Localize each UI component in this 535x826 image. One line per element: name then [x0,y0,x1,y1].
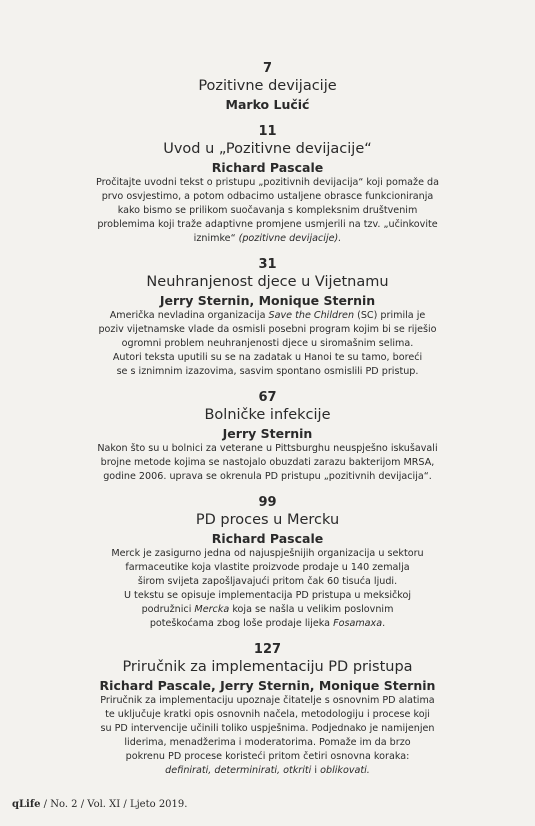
description-line: podružnici Mercka koja se našla u velikim poslovnim [141,604,394,615]
footer-brand: qLife [12,799,41,810]
description-line: liderima, menadžerima i moderatorima. Pomaže im da brzo [124,737,411,748]
toc-entry [60,256,475,379]
page-footer [12,799,187,810]
description-line: ogromni problem neuhranjenosti djece u siromašnim selima. [121,338,414,349]
entry-title: Pozitivne devijacije [198,78,337,94]
description-line: širom svijeta zapošljavajući pritom čak 60 tisuća ljudi. [137,576,398,587]
entry-author: Richard Pascale [211,160,324,175]
entry-author: Marko Lučić [225,97,310,112]
description-line: prvo osvjestimo, a potom odbacimo ustaljene obrasce funkcioniranja [101,191,434,202]
description-line: Autori teksta uputili su se na zadatak u Hanoi te su tamo, boreći [112,352,423,363]
description-line: Pročitajte uvodni tekst o pristupu „pozitivnih devijacija“ koji pomaže da [96,177,439,188]
entry-author: Jerry Sternin, Monique Sternin [159,293,376,308]
table-of-contents [60,60,475,788]
entry-author: Jerry Sternin [222,426,313,441]
entry-page-number: 127 [253,642,282,657]
entry-page-number: 11 [258,124,277,139]
description-line: Priručnik za implementaciju upoznaje čitatelje s osnovnim PD alatima [100,695,435,706]
description-line: definirati, determinirati, otkriti i oblikovati. [165,765,370,776]
entry-title: Neuhranjenost djece u Vijetnamu [146,274,389,290]
entry-title: PD proces u Mercku [195,512,340,528]
toc-entry [60,123,475,246]
description-line: problemima koji traže adaptivne promjene usmjerili na tzv. „učinkovite [97,219,438,230]
description-line: te uključuje kratki opis osnovnih načela, metodologiju i procese koji [105,709,430,720]
entry-page-number: 99 [258,495,277,510]
entry-description [60,442,475,484]
description-line: se s iznimnim izazovima, sasvim spontano osmislili PD pristup. [116,366,419,377]
footer-issue: / No. 2 / Vol. XI / Ljeto 2019. [40,799,188,810]
description-line: pokrenu PD procese koristeći pritom četiri osnovna koraka: [125,751,410,762]
description-line: Merck je zasigurno jedna od najuspješnijih organizacija u sektoru [111,548,424,559]
description-line: poteškoćama zbog loše prodaje lijeka Fosamaxa. [149,618,386,629]
toc-entry [60,641,475,778]
description-line: kako bismo se prilikom suočavanja s kompleksnim društvenim [117,205,418,216]
description-line: su PD intervencije učinili toliko uspješnima. Podjednako je namijenjen [100,723,435,734]
description-line: U tekstu se opisuje implementacija PD pristupa u meksičkoj [123,590,412,601]
description-line: Američka nevladina organizacija Save the Children (SC) primila je [109,310,426,321]
entry-author: Richard Pascale, Jerry Sternin, Monique Sternin [99,678,436,693]
entry-page-number: 67 [258,390,277,405]
description-line: brojne metode kojima se nastojalo obuzdati zarazu bakterijom MRSA, [100,457,435,468]
entry-page-number: 7 [262,61,273,76]
entry-description [60,176,475,246]
entry-title: Bolničke infekcije [204,407,331,423]
entry-title: Uvod u „Pozitivne devijacije“ [163,141,372,157]
entry-title: Priručnik za implementaciju PD pristupa [122,659,413,675]
description-line: godine 2006. uprava se okrenula PD pristupu „pozitivnih devijacija“. [103,471,432,482]
description-line: poziv vijetnamske vlade da osmisli posebni program kojim bi se riješio [98,324,437,335]
entry-description [60,694,475,778]
toc-entry [60,494,475,631]
entry-description [60,309,475,379]
description-line: Nakon što su u bolnici za veterane u Pittsburghu neuspješno iskušavali [97,443,438,454]
toc-entry [60,60,475,113]
toc-entry [60,389,475,484]
description-line: farmaceutike koja vlastite proizvode prodaje u 140 zemalja [125,562,410,573]
entry-author: Richard Pascale [211,531,324,546]
description-line: iznimke“ (pozitivne devijacije). [193,233,342,244]
entry-page-number: 31 [258,257,277,272]
entry-description [60,547,475,631]
